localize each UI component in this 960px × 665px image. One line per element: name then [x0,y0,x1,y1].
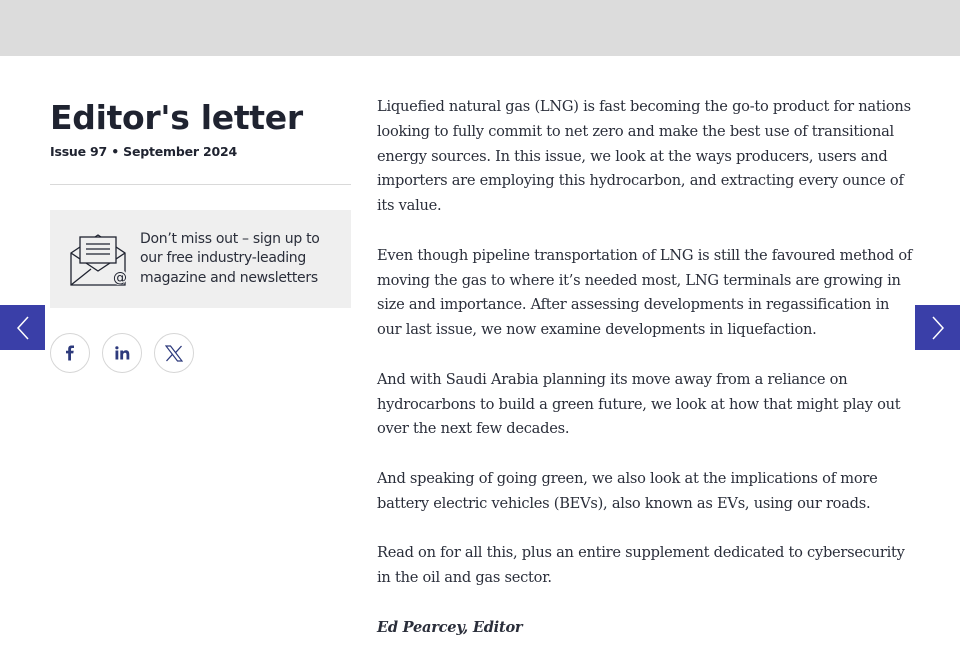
chevron-left-icon [16,315,30,341]
facebook-icon [64,345,76,361]
x-share-button[interactable] [154,333,194,373]
x-icon [165,345,183,362]
next-page-button[interactable] [915,305,960,350]
envelope-icon [69,231,127,287]
social-share-bar [50,333,351,373]
article-paragraph: And with Saudi Arabia planning its move away from a reliance on hydrocarbons to build a green future, we look at how that might play out over the next few decades. [377,370,901,438]
editor-signature: Ed Pearcey, Editor [377,618,523,636]
article-paragraph: Liquefied natural gas (LNG) is fast becoming the go-to product for nations looking to fully commit to net zero and make the best use of transitional energy sources. In this issue, we look at the ways producers, users and importers are employing this hydrocarbon, and extracting every ounce of its value. [377,98,911,215]
previous-page-button[interactable] [0,305,45,350]
svg-text:@: @ [113,270,127,286]
article-body [377,95,917,665]
article-paragraph: And speaking of going green, we also look at the implications of more battery electric vehicles (BEVs), also known as EVs, using our roads. [377,469,878,512]
article-paragraph: Read on for all this, plus an entire supplement dedicated to cybersecurity in the oil and gas sector. [377,544,905,587]
top-banner [0,0,960,56]
page-title: Editor's letter [50,98,303,137]
linkedin-icon [115,346,130,360]
article-paragraph: Even though pipeline transportation of LNG is still the favoured method of moving the gas to where it’s needed most, LNG terminals are growing in size and importance. After assessing developments in regassification in our last issue, we now examine developments in liquefaction. [377,246,913,339]
linkedin-share-button[interactable] [102,333,142,373]
chevron-right-icon [931,315,945,341]
sidebar [50,96,351,373]
facebook-share-button[interactable] [50,333,90,373]
newsletter-signup-banner[interactable] [50,210,351,308]
divider [50,184,351,185]
issue-info: Issue 97 • September 2024 [50,144,237,159]
signup-text: Don’t miss out – sign up to our free industry-leading magazine and newsletters [140,230,320,286]
